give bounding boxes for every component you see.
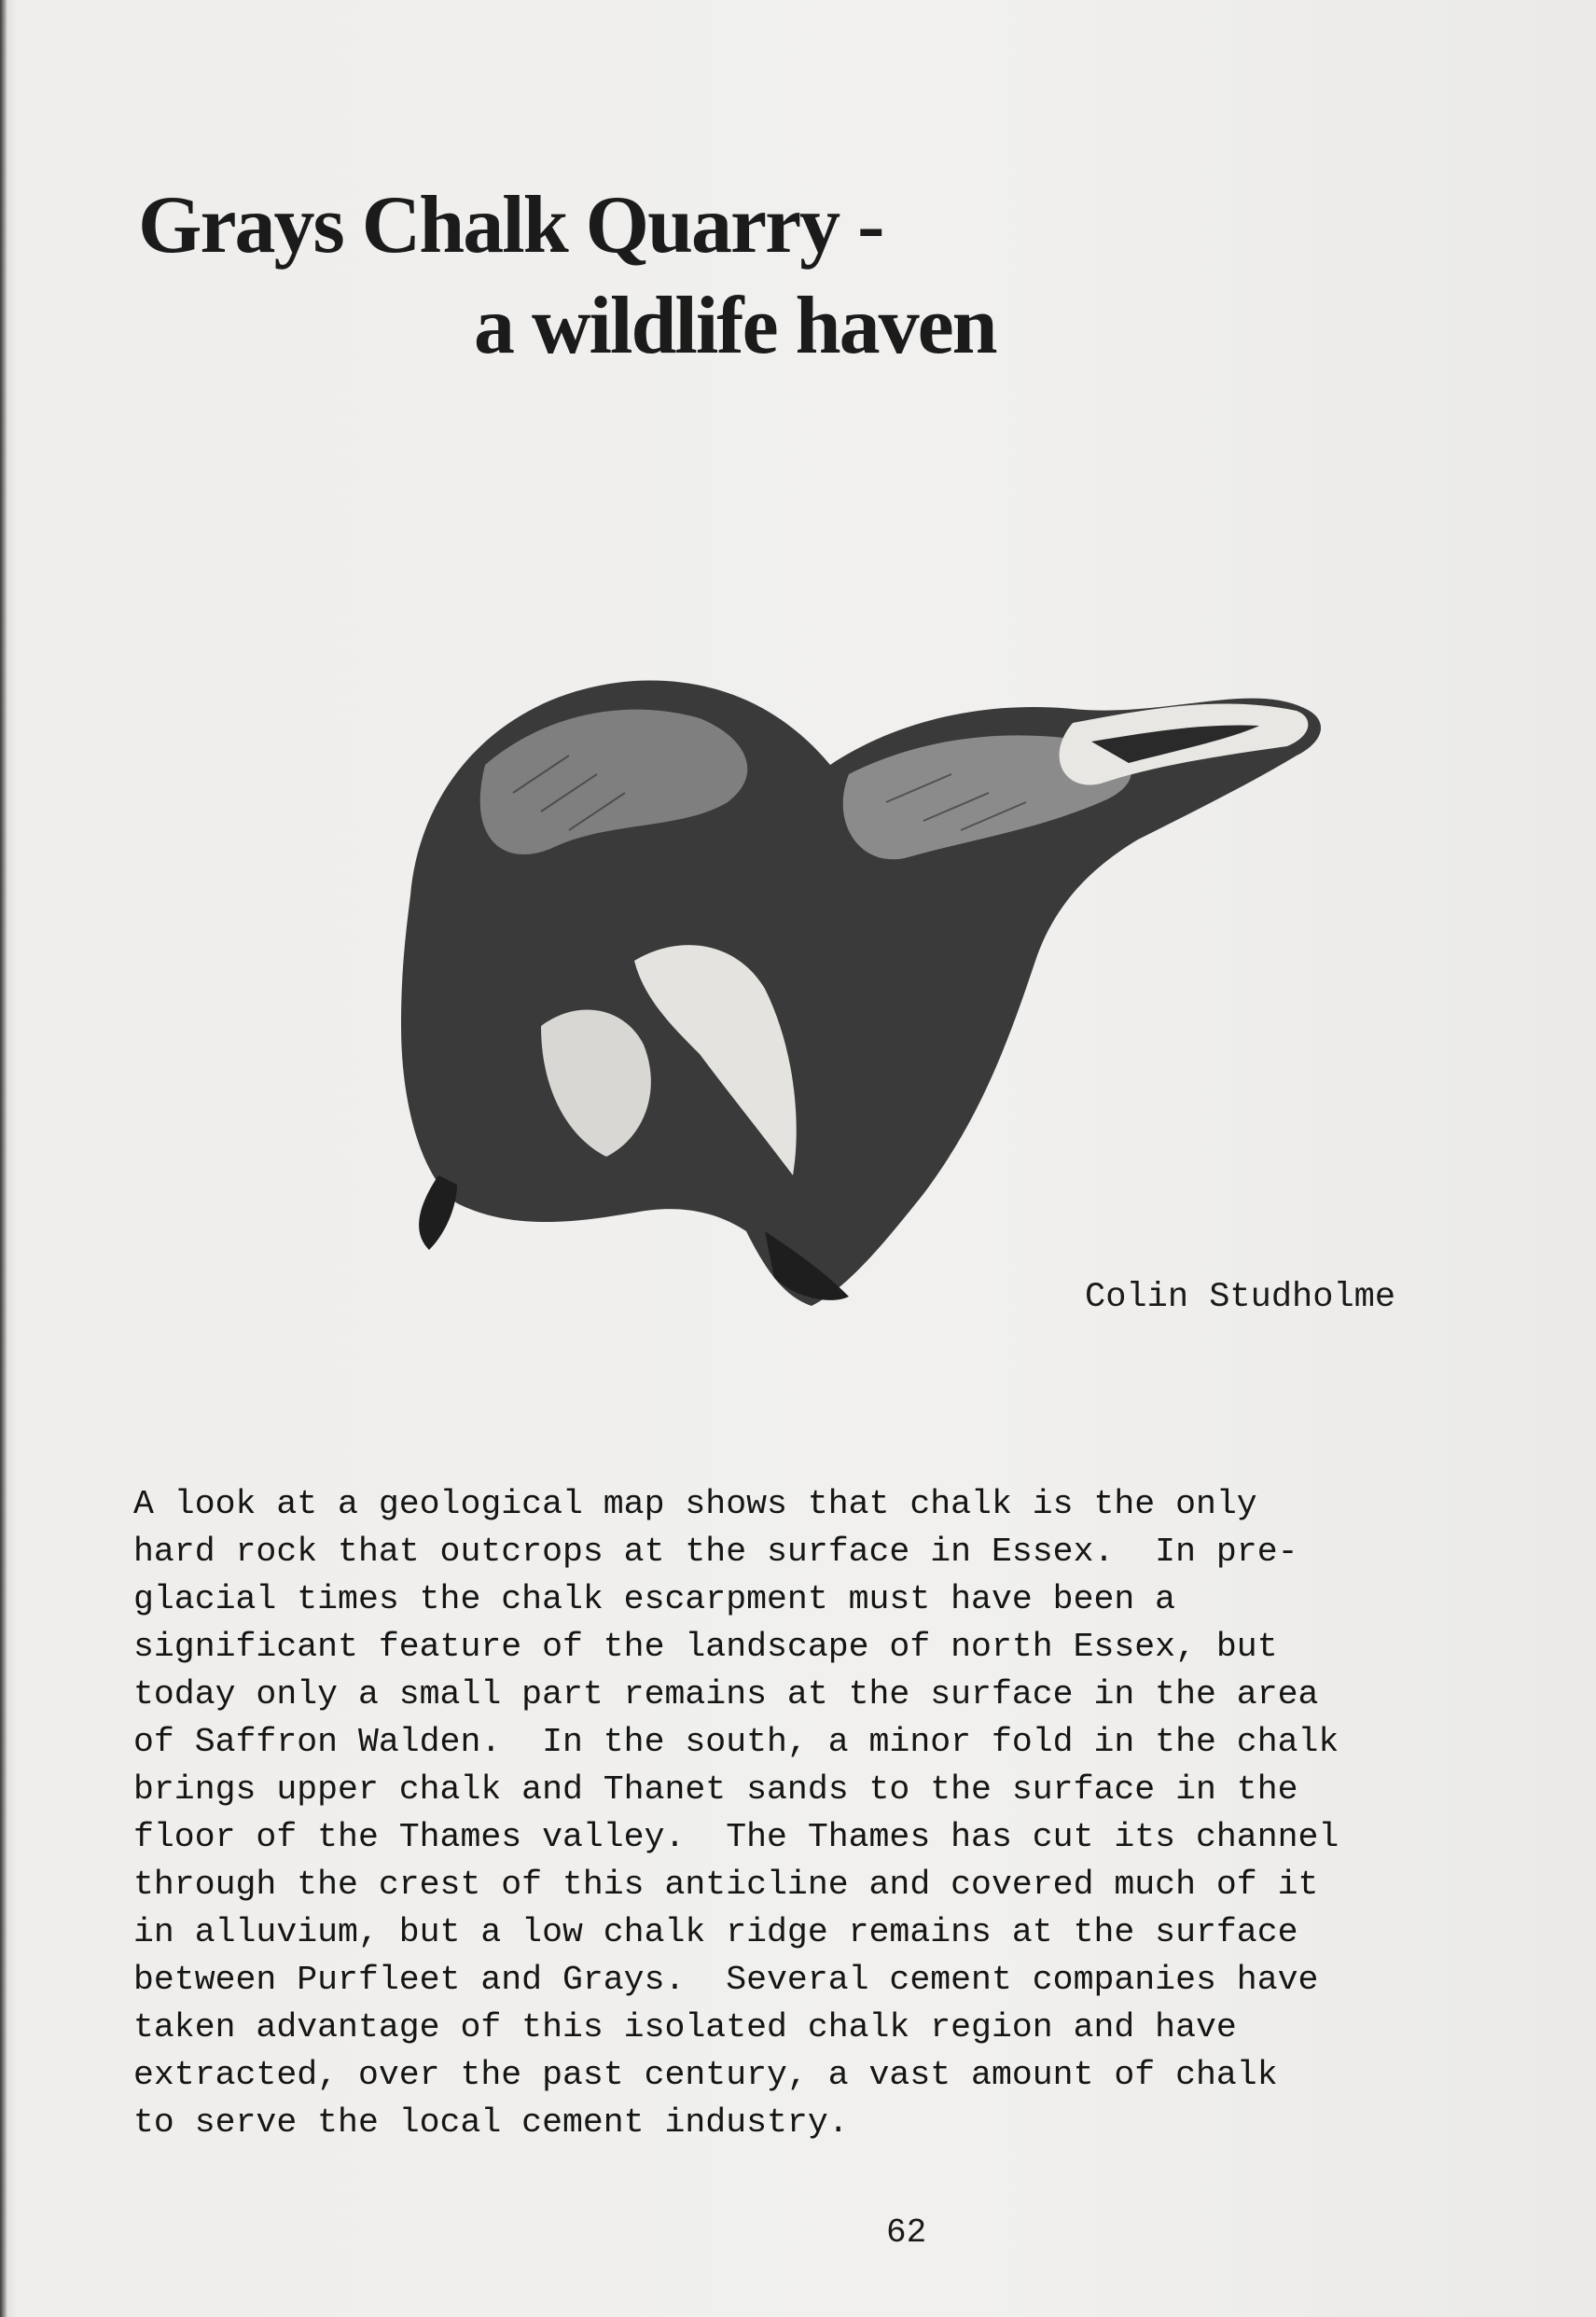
- body-line: through the crest of this anticline and covered much of it: [133, 1866, 1319, 1904]
- body-line: glacial times the chalk escarpment must have been a: [133, 1580, 1176, 1618]
- article-title-line-2: a wildlife haven: [474, 281, 996, 371]
- body-line: extracted, over the past century, a vast amount of chalk: [133, 2056, 1278, 2094]
- body-line: today only a small part remains at the surface in the area: [133, 1675, 1319, 1713]
- article-body: [133, 1480, 1551, 2146]
- page-number: 62: [886, 2213, 927, 2252]
- body-line: hard rock that outcrops at the surface in Essex. In pre-: [133, 1533, 1298, 1571]
- body-line: in alluvium, but a low chalk ridge remains at the surface: [133, 1913, 1298, 1951]
- body-line: A look at a geological map shows that chalk is the only: [133, 1485, 1257, 1523]
- page-binding-edge: [0, 0, 7, 2317]
- body-line: taken advantage of this isolated chalk region and have: [133, 2008, 1237, 2046]
- body-line: significant feature of the landscape of north Essex, but: [133, 1628, 1278, 1666]
- body-line: between Purfleet and Grays. Several cement companies have: [133, 1961, 1319, 1999]
- badger-illustration-icon: [326, 653, 1334, 1343]
- article-author: Colin Studholme: [1085, 1278, 1396, 1317]
- body-line: brings upper chalk and Thanet sands to the surface in the: [133, 1770, 1298, 1809]
- article-title-line-1: Grays Chalk Quarry -: [138, 180, 883, 271]
- body-line: to serve the local cement industry.: [133, 2103, 849, 2142]
- body-line: floor of the Thames valley. The Thames has cut its channel: [133, 1818, 1339, 1856]
- article-title: [138, 175, 1071, 377]
- body-line: of Saffron Walden. In the south, a minor fold in the chalk: [133, 1723, 1339, 1761]
